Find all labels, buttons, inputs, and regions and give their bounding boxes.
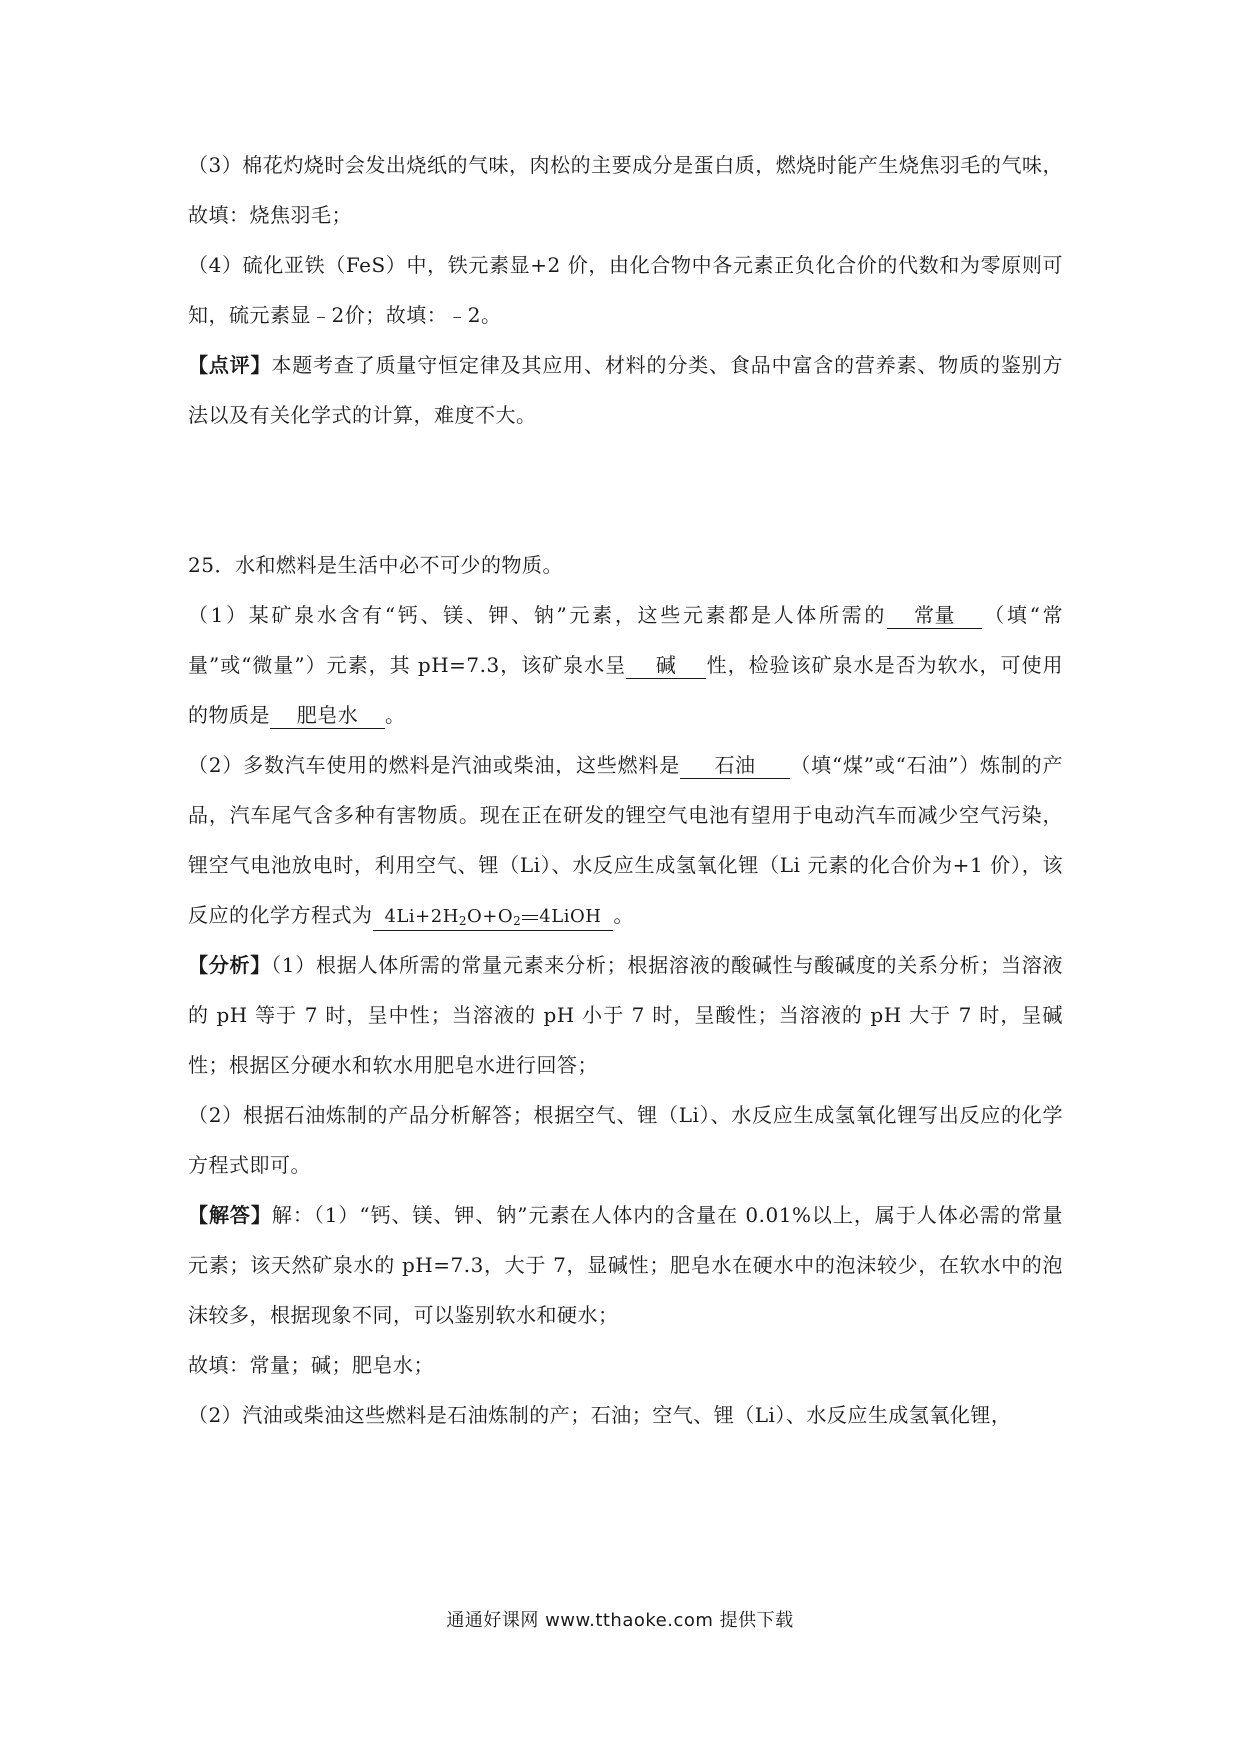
question-text: （2）多数汽车使用的燃料是汽油或柴油，这些燃料是 [188,753,681,777]
question-text: （1）某矿泉水含有“钙、镁、钾、钠”元素，这些元素都是人体所需的 [188,603,888,627]
question-25-title [188,540,1063,590]
paragraph-analysis [188,940,1063,1090]
answer-blank-changliang: 常量 [887,602,982,629]
solution-text: 解：（1）“钙、镁、钾、钠”元素在人体内的含量在 0.01%以上，属于人体必需的常量元素；该天然矿泉水的 pH=7.3，大于 7，显碱性；肥皂水在硬水中的泡沫较少，在软水中的泡沫较多，根据现象不同，可以鉴别软水和硬水； [188,1203,1064,1327]
footer-text: 通通好课网 www.tthaoke.com 提供下载 [446,1610,794,1631]
answer-blank-feizaoshui: 肥皂水 [270,702,385,729]
question-25-part-2 [188,740,1063,940]
question-text: 。 [385,703,406,727]
answer-blank-equation [373,904,614,931]
solution-label: 【解答】 [188,1203,272,1227]
equation-subscript: 2 [458,914,468,928]
paragraph-solution [188,1190,1063,1340]
review-text: 本题考查了质量守恒定律及其应用、材料的分类、食品中富含的营养素、物质的鉴别方法以及有关化学式的计算，难度不大。 [188,353,1064,427]
question-25-part-1 [188,590,1063,740]
analysis-text: （2）根据石油炼制的产品分析解答；根据空气、锂（Li）、水反应生成氢氧化锂写出反应的化学方程式即可。 [188,1103,1063,1177]
question-text: 。 [613,903,634,927]
page-footer [0,1606,1240,1632]
solution-fill-text: 故填：常量；碱；肥皂水； [188,1353,434,1377]
paragraph-text: （3）棉花灼烧时会发出烧纸的气味，肉松的主要成分是蛋白质，燃烧时能产生烧焦羽毛的气味，故填：烧焦羽毛； [188,153,1063,227]
paragraph-text: （4）硫化亚铁（FeS）中，铁元素显+2 价，由化合物中各元素正负化合价的代数和为零原则可知，硫元素显﹣2价；故填：﹣2。 [188,253,1063,327]
paragraph-analysis-2 [188,1090,1063,1190]
review-label: 【点评】 [188,353,272,377]
equals-sign [522,915,538,920]
analysis-text: （1）根据人体所需的常量元素来分析；根据溶液的酸碱性与酸碱度的关系分析；当溶液的 pH 等于 7 时，呈中性；当溶液的 pH 小于 7 时，呈酸性；当溶液的 pH 大于 7 时，呈碱性；根据区分硬水和软水用肥皂水进行回答； [188,953,1063,1077]
question-text: （填“煤”或“石油”）炼制的产品，汽车尾气含多种有害物质。现在正在研发的锂空气电池有望用于电动汽车而减少空气污染，锂空气电池放电时，利用空气、锂（Li）、水反应生成氢氧化锂（Li 元素的化合价为+1 价），该反应的化学方程式为 [188,753,1063,927]
equation-left: 4Li+2H [384,906,459,927]
answer-blank-shiyou: 石油 [680,752,790,779]
equation-subscript: 2 [513,914,522,928]
paragraph-solution-fill [188,1340,1063,1390]
paragraph-answer-4 [188,240,1063,340]
solution-text: （2）汽油或柴油这些燃料是石油炼制的产；石油；空气、锂（Li）、水反应生成氢氧化锂， [188,1403,1012,1427]
answer-blank-jian: 碱 [626,652,706,679]
analysis-label: 【分析】 [188,953,272,977]
question-title-text: 25．水和燃料是生活中必不可少的物质。 [188,553,563,577]
question-text: 性，检验该矿泉水是否为软水，可使用的物质是 [188,653,1063,727]
equation-mid: O+O [467,906,514,927]
paragraph-solution-2 [188,1390,1063,1440]
paragraph-review [188,340,1063,440]
paragraph-answer-3 [188,140,1063,240]
question-text: （填“常量”或“微量”）元素，其 pH=7.3，该矿泉水呈 [188,603,1063,677]
equation-right: 4LiOH [539,906,602,927]
